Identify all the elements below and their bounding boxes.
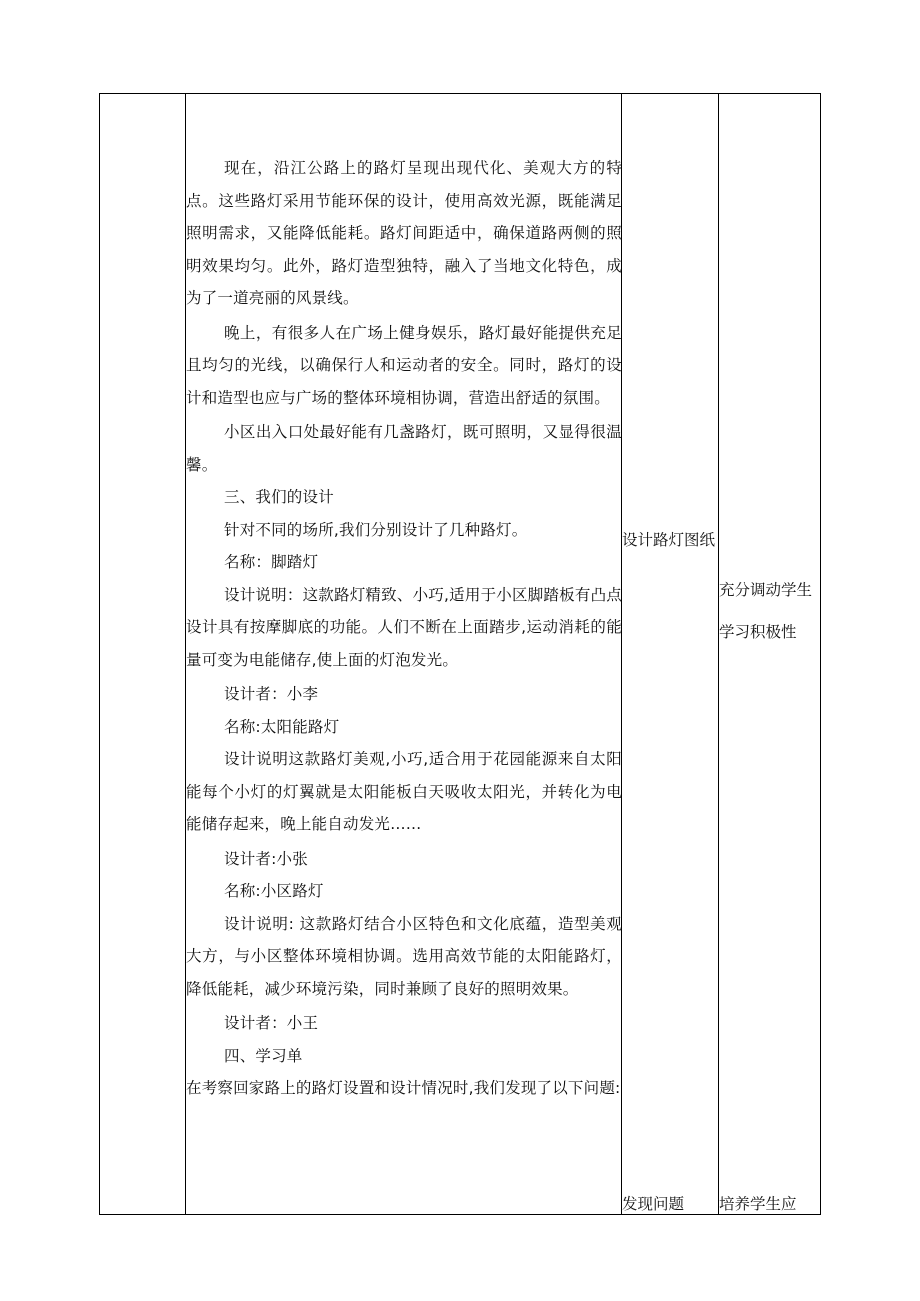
intent-cultivate-students: 培养学生应 — [719, 1195, 797, 1213]
designer-2: 设计者:小张 — [224, 849, 308, 868]
main-content-cell — [186, 94, 622, 1214]
design-description-3: 设计说明: 这款路灯结合小区特色和文化底蕴，造型美观大方，与小区整体环境相协调。选用高效节能的太阳能路灯，降低能耗，减少环境污染，同时兼顾了良好的照明效果。 — [186, 914, 622, 998]
lesson-plan-table — [99, 93, 821, 1215]
empty-left-cell — [100, 94, 185, 1214]
activity-cell — [622, 94, 718, 1214]
section-heading-our-design: 三、我们的设计 — [224, 488, 334, 506]
paragraph-community-entrance: 小区出入口处最好能有几盏路灯，既可照明，又显得很温馨。 — [186, 423, 622, 474]
design-description-2: 设计说明这款路灯美观,小巧,适合用于花园能源来自太阳能每个小灯的灯翼就是太阳能板白天吸收太阳光，并转化为电能储存起来，晚上能自动发光…… — [186, 750, 622, 833]
designer-1: 设计者：小李 — [224, 685, 319, 703]
paragraph-square-lights: 晚上，有很多人在广场上健身娱乐，路灯最好能提供充足且均匀的光线，以确保行人和运动者的安全。同时，路灯的设计和造型也应与广场的整体环境相协调，营造出舒适的氛围。 — [186, 323, 622, 407]
design-name-2: 名称:太阳能路灯 — [224, 717, 340, 736]
intent-cell — [719, 94, 820, 1214]
paragraph-road-lights: 现在，沿江公路上的路灯呈现出现代化、美观大方的特点。这些路灯采用节能环保的设计，使用高效光源，既能满足照明需求，又能降低能耗。路灯间距适中，确保道路两侧的照明效果均匀。此外，路灯造型独特，融入了当地文化特色，成为了一道亮丽的风景线。 — [186, 159, 622, 307]
paragraph-design-intro: 针对不同的场所,我们分别设计了几种路灯。 — [224, 520, 528, 539]
design-name-3: 名称:小区路灯 — [224, 882, 324, 900]
intent-motivate-students: 充分调动学生学习积极性 — [719, 581, 813, 641]
design-description-1: 设计说明：这款路灯精致、小巧,适用于小区脚踏板有凸点设计具有按摩脚底的功能。人们不断在上面踏步,运动消耗的能量可变为电能储存,使上面的灯泡发光。 — [186, 585, 622, 669]
designer-3: 设计者：小王 — [224, 1014, 319, 1032]
activity-design-drawing: 设计路灯图纸 — [622, 531, 716, 549]
section-heading-worksheet: 四、学习单 — [224, 1046, 303, 1065]
worksheet-intro: 在考察回家路上的路灯设置和设计情况时,我们发现了以下问题: — [186, 1079, 621, 1097]
activity-find-problems: 发现问题 — [622, 1195, 685, 1213]
design-name-1: 名称：脚踏灯 — [224, 553, 319, 571]
